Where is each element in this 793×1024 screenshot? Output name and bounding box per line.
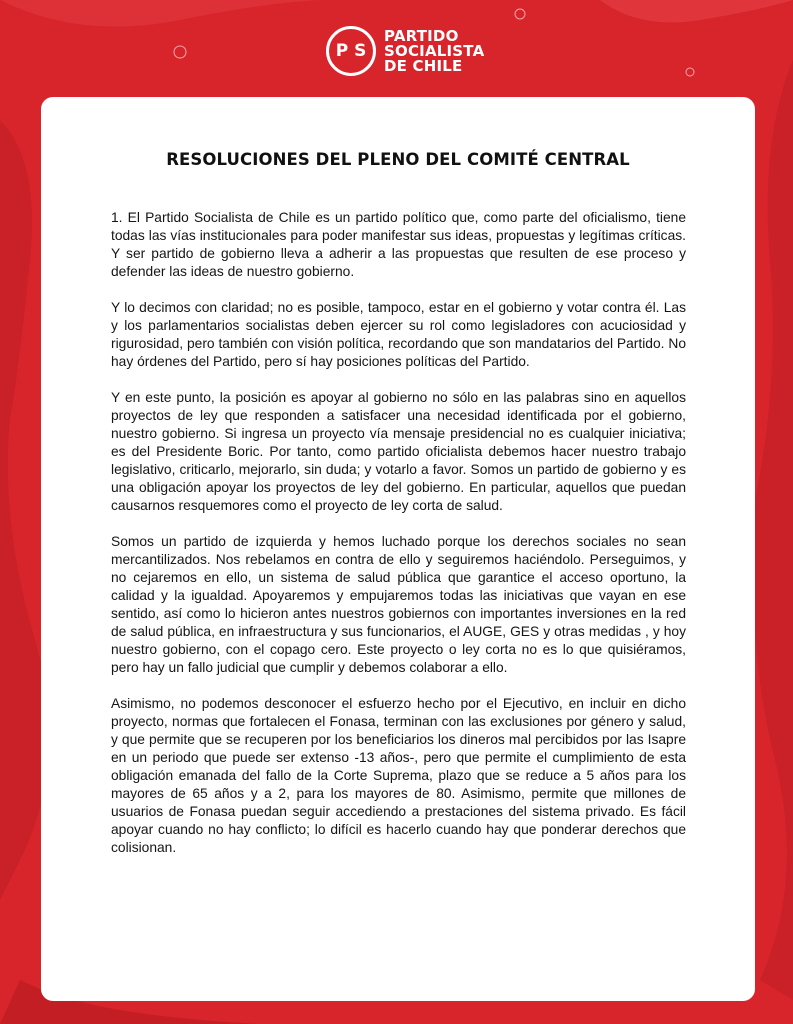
paragraph-4: Somos un partido de izquierda y hemos luchado porque los derechos sociales no sean mercantilizados. Nos rebelamos en contra de ello y seguiremos haciéndolo. Perseguimos, y no cejaremos en ello, un sistema de salud pública que garantice el acceso oportuno, la calidad y la igualdad. Apoyaremos y empujaremos todas las iniciativas que vayan en ese sentido, así como lo hicieron antes nuestros gobiernos con importantes inversiones en la red de salud pública, en infraestructura y sus funcionarios, el AUGE, GES y otras medidas , y hoy nuestro gobierno, con el copago cero. Este proyecto o ley corta no es lo que quisiéramos, pero hay un fallo judicial que cumplir y debemos colaborar a ello. bbox=[111, 534, 686, 675]
emblem-letters: P S bbox=[335, 41, 367, 61]
party-emblem-icon bbox=[326, 26, 376, 76]
party-name-line-3: DE CHILE bbox=[384, 56, 463, 75]
document-card bbox=[41, 97, 755, 1001]
party-logo bbox=[326, 26, 484, 76]
party-name bbox=[384, 26, 485, 75]
document-body bbox=[111, 209, 686, 875]
party-name-line-1: PARTIDO bbox=[384, 26, 459, 45]
paragraph-1: 1. El Partido Socialista de Chile es un partido político que, como parte del oficialismo, tiene todas las vías institucionales para poder manifestar sus ideas, propuestas y legítimas críticas. Y ser partido de gobierno lleva a adherir a las propuestas que resulten de ese proceso y defender las ideas de nuestro gobierno. bbox=[111, 210, 686, 279]
document-title: RESOLUCIONES DEL PLENO DEL COMITÉ CENTRAL bbox=[166, 150, 630, 169]
party-name-line-2: SOCIALISTA bbox=[384, 41, 485, 60]
paragraph-5: Asimismo, no podemos desconocer el esfuerzo hecho por el Ejecutivo, en incluir en dicho proyecto, normas que fortalecen el Fonasa, terminan con las exclusiones por género y salud, y que permite que se recuperen por los beneficiarios los dineros mal percibidos por las Isapre en un periodo que puede ser extenso -13 años-, pero que permite el cumplimiento de esta obligación emanada del fallo de la Corte Suprema, plazo que se reduce a 5 años para los mayores de 65 años y a 2, para los mayores de 80. Asimismo, permite que millones de usuarios de Fonasa puedan seguir accediendo a prestaciones del sistema privado. Es fácil apoyar cuando no hay conflicto; lo difícil es hacerlo cuando hay que ponderar derechos que colisionan. bbox=[111, 696, 686, 855]
paragraph-3: Y en este punto, la posición es apoyar al gobierno no sólo en las palabras sino en aquellos proyectos de ley que responden a satisfacer una necesidad identificada por el gobierno, nuestro gobierno. Si ingresa un proyecto vía mensaje presidencial no es cualquier iniciativa; es del Presidente Boric. Por tanto, como partido oficialista debemos hacer nuestro trabajo legislativo, criticarlo, mejorarlo, sin duda; y votarlo a favor. Somos un partido de gobierno y es una obligación apoyar los proyectos de ley del gobierno. En particular, aquellos que puedan causarnos resquemores como el proyecto de ley corta de salud. bbox=[111, 390, 686, 513]
paragraph-2: Y lo decimos con claridad; no es posible, tampoco, estar en el gobierno y votar contra él. Las y los parlamentarios socialistas deben ejercer su rol como legisladores con acuciosidad y rigurosidad, pero también con visión política, recordando que son mandatarios del Partido. No hay órdenes del Partido, pero sí hay posiciones políticas del Partido. bbox=[111, 300, 686, 369]
